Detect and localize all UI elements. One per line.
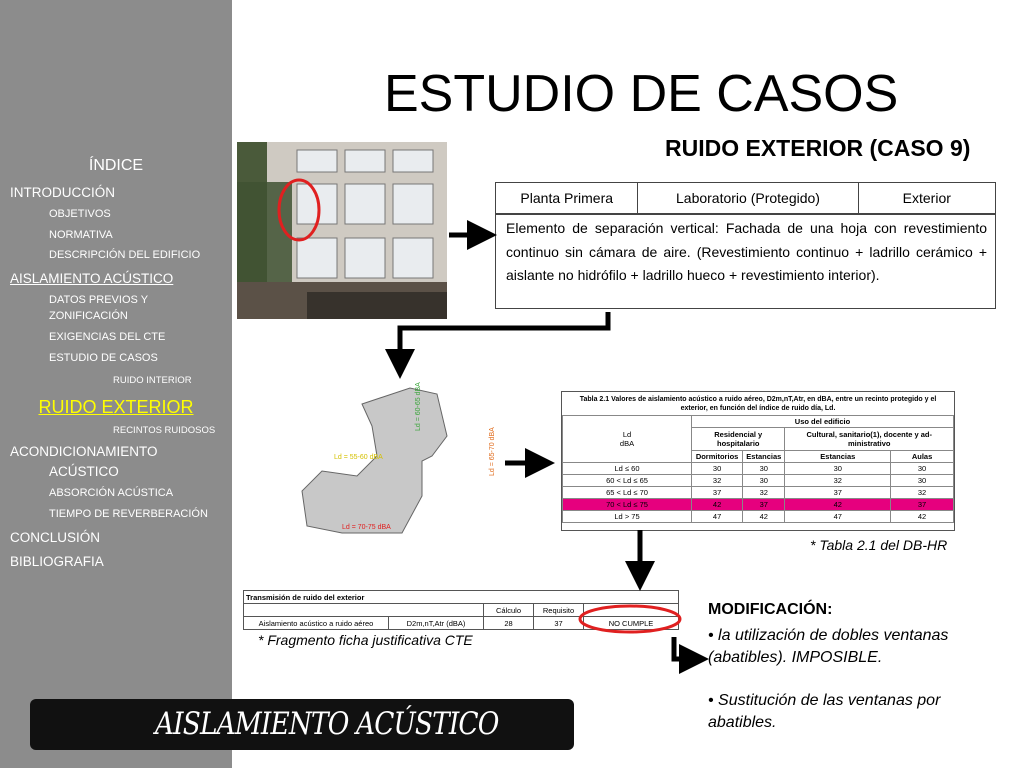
db-caption-1: Tabla 2.1 Valores de aislamiento acústico a ruido aéreo, D2m,nT,Atr, en dBA, entre un recinto protegido y el bbox=[579, 396, 937, 403]
nav-item-introduccion[interactable]: INTRODUCCIÓN bbox=[10, 185, 115, 200]
db-sub-3: Estancias bbox=[785, 451, 891, 463]
nav-item-acustico[interactable]: ACÚSTICO bbox=[49, 464, 119, 479]
page-title: ESTUDIO DE CASOS bbox=[384, 65, 899, 123]
nav-item-acondicionamiento[interactable]: ACONDICIONAMIENTO bbox=[10, 444, 158, 459]
nav-item-conclusion[interactable]: CONCLUSIÓN bbox=[10, 530, 101, 545]
modification-item-1: • la utilización de dobles ventanas (abatibles). IMPOSIBLE. bbox=[708, 627, 949, 666]
db-row-head-2: dBA bbox=[619, 439, 635, 448]
nav-item-aislamiento[interactable]: AISLAMIENTO ACÚSTICO bbox=[10, 271, 174, 286]
nav-item-objetivos[interactable]: OBJETIVOS bbox=[49, 208, 111, 220]
nav-item-absorcion[interactable]: ABSORCIÓN ACÚSTICA bbox=[49, 487, 174, 499]
db-caption-2: exterior, en función del índice de ruido día, Ld. bbox=[680, 405, 836, 412]
modification-item-2: • Sustitución de las ventanas por abatibles. bbox=[708, 692, 941, 731]
arrow-table-to-plan bbox=[400, 312, 608, 364]
cte-calc: 28 bbox=[484, 617, 534, 630]
nav-item-zonificacion[interactable]: ZONIFICACIÓN bbox=[49, 310, 128, 322]
cte-title: Transmisión de ruido del exterior bbox=[244, 591, 679, 604]
index-heading: ÍNDICE bbox=[88, 157, 144, 174]
plan-label-3: Ld = 65-70 dBA bbox=[489, 427, 496, 476]
db-sub-4: Aulas bbox=[891, 451, 954, 463]
plan-label-1: Ld = 60-65 dBA bbox=[415, 382, 422, 431]
case-floor: Planta Primera bbox=[496, 183, 638, 213]
nav-item-descripcion[interactable]: DESCRIPCIÓN DEL EDIFICIO bbox=[49, 249, 201, 261]
db-col-cult: Cultural, sanitario(1), docente y ad-ministrativo bbox=[785, 428, 954, 451]
case-adjacent: Exterior bbox=[902, 190, 951, 206]
no-cumple-circle bbox=[580, 606, 680, 632]
case-room: Laboratorio (Protegido) bbox=[638, 183, 858, 213]
cte-col-req: Requisito bbox=[534, 604, 584, 617]
db-sub-1: Dormitorios bbox=[692, 451, 743, 463]
nav-item-exigencias[interactable]: EXIGENCIAS DEL CTE bbox=[49, 331, 166, 343]
nav-item-ruido-interior[interactable]: RUIDO INTERIOR bbox=[113, 375, 192, 386]
table-row-highlighted: 70 < Ld ≤ 75 42 37 42 37 bbox=[563, 499, 954, 511]
nav-item-reverberacion[interactable]: TIEMPO DE REVERBERACIÓN bbox=[49, 508, 208, 520]
nav-item-bibliografia[interactable]: BIBLIOGRAFIA bbox=[10, 554, 104, 569]
db-col-res: Residencial y hospitalario bbox=[692, 428, 785, 451]
nav-item-normativa[interactable]: NORMATIVA bbox=[49, 229, 113, 241]
modification-title: MODIFICACIÓN: bbox=[708, 601, 833, 618]
nav-item-ruido-exterior[interactable]: RUIDO EXTERIOR bbox=[38, 397, 194, 417]
cte-row-unit: D2m,nT,Atr (dBA) bbox=[389, 617, 484, 630]
nav-item-recintos-ruidosos[interactable]: RECINTOS RUIDOSOS bbox=[113, 425, 216, 436]
db-footnote: * Tabla 2.1 del DB-HR bbox=[810, 537, 948, 553]
cte-col-calc: Cálculo bbox=[484, 604, 534, 617]
nav-item-datos-previos[interactable]: DATOS PREVIOS Y bbox=[49, 294, 149, 306]
plan-label-2: Ld = 55-60 dBA bbox=[334, 454, 383, 461]
cte-row-label: Aislamiento acústico a ruido aéreo bbox=[244, 617, 389, 630]
table-row: 60 < Ld ≤ 65 32 30 32 30 bbox=[563, 475, 954, 487]
table-row: 65 < Ld ≤ 70 37 32 37 32 bbox=[563, 487, 954, 499]
db-row-head-1: Ld bbox=[622, 430, 632, 439]
arrow-cte-to-mod bbox=[674, 637, 694, 659]
table-row: Ld > 75 47 42 47 42 bbox=[563, 511, 954, 523]
table-row: Ld ≤ 60 30 30 30 30 bbox=[563, 463, 954, 475]
page-subtitle: RUIDO EXTERIOR (CASO 9) bbox=[665, 135, 971, 161]
banner-label: AISLAMIENTO ACÚSTICO bbox=[155, 706, 499, 742]
db-col-uso: Uso del edificio bbox=[692, 416, 954, 428]
cte-req: 37 bbox=[534, 617, 584, 630]
cte-result: NO CUMPLE bbox=[584, 617, 679, 630]
plan-label-4: Ld = 70-75 dBA bbox=[342, 524, 391, 531]
db-sub-2: Estancias bbox=[743, 451, 785, 463]
case-description: Elemento de separación vertical: Fachada de una hoja con revestimiento continuo sin cámara de aire. (Revestimiento continuo + ladrillo cerámico + aislante no hidrófilo + ladrillo hueco + revestimiento interior). bbox=[506, 220, 987, 283]
nav-item-estudio-casos[interactable]: ESTUDIO DE CASOS bbox=[49, 352, 158, 364]
cte-footnote: * Fragmento ficha justificativa CTE bbox=[258, 632, 473, 648]
